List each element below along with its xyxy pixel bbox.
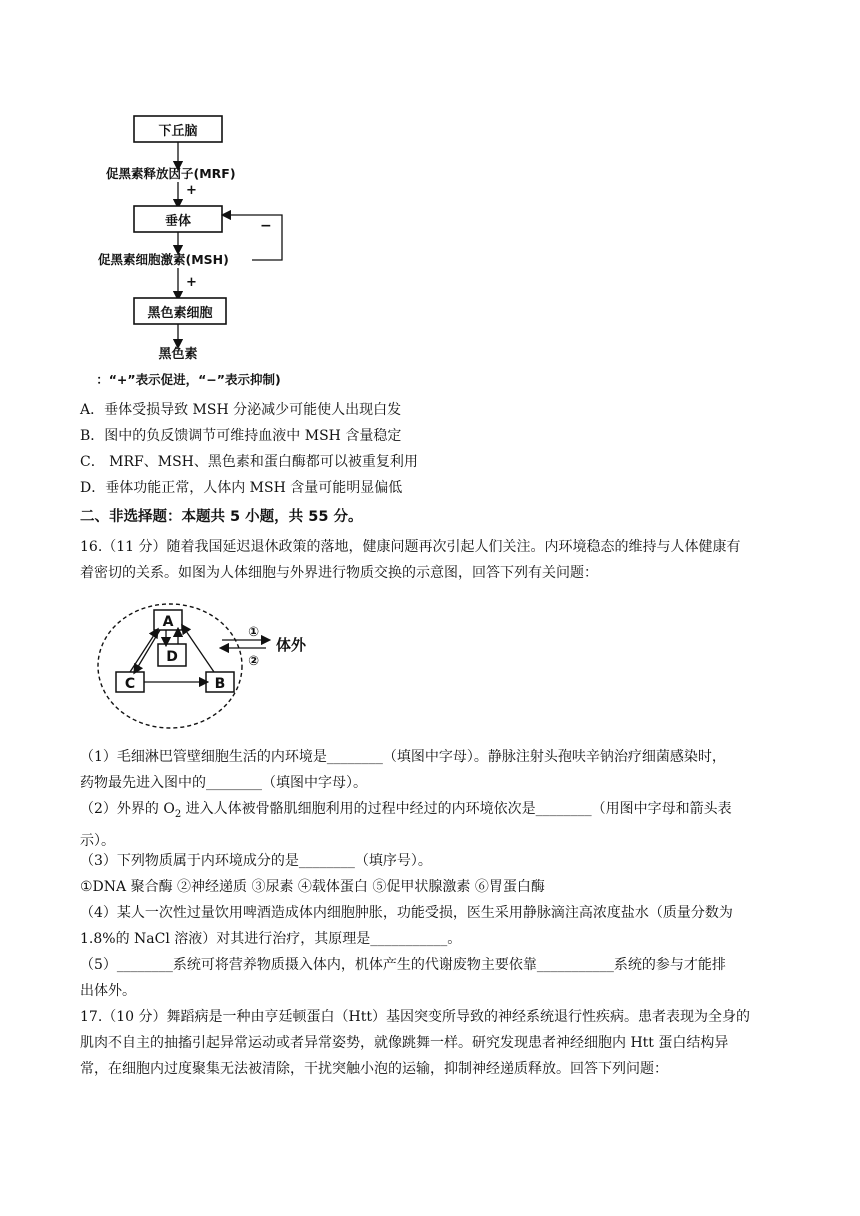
q16-part4-line1: （4）某人一次性过量饮用啤酒造成体内细胞肿胀，功能受损，医生采用静脉滴注高浓度盐水（质量分数为 (80, 905, 733, 921)
o2-subscript: 2 (174, 808, 182, 820)
melanin-regulation-diagram (96, 104, 396, 394)
box-a-label: A (162, 614, 174, 630)
option-c: C． MRF、MSH、黑色素和蛋白酶都可以被重复利用 (80, 454, 418, 470)
section-heading: 二、非选择题：本题共 5 小题，共 55 分。 (80, 509, 363, 525)
q16-intro (80, 534, 788, 586)
box-c-label: C (124, 676, 136, 692)
label-circle-2: ② (248, 654, 260, 669)
pituitary-label: 垂体 (164, 214, 192, 229)
label-circle-1: ① (248, 625, 260, 640)
q16-part4-line2: 1.8%的 NaCl 溶液）对其进行治疗，其原理是___________。 (80, 931, 462, 947)
box-d-label: D (166, 649, 178, 665)
q17-line1: 17.（10 分）舞蹈病是一种由亨廷顿蛋白（Htt）基因突变所导致的神经系统退行性疾病。患者表现为全身的 (80, 1009, 750, 1025)
plus-sign-2: + (186, 275, 197, 290)
q16-part4 (80, 900, 788, 952)
mrf-label: 促黑素释放因子(MRF) (106, 166, 236, 181)
q16-part2-text-a: （2）外界的 O (80, 801, 175, 817)
plus-sign-1: + (186, 183, 197, 198)
q16-part2 (80, 796, 788, 854)
melanocyte-label: 黑色素细胞 (147, 306, 213, 321)
msh-label: 促黑素细胞激素(MSH) (98, 252, 229, 267)
q17-line2: 肌肉不自主的抽搐引起异常运动或者异常姿势，就像跳舞一样。研究发现患者神经细胞内 Htt 蛋白结构异 (80, 1035, 729, 1051)
q17-line3: 常，在细胞内过度聚集无法被清除，干扰突触小泡的运输，抑制神经递质释放。回答下列问题： (80, 1061, 668, 1077)
q16-part5 (80, 952, 788, 1004)
q16-part3 (80, 848, 788, 900)
feedback-loop (226, 215, 282, 260)
q16-part3-line1: （3）下列物质属于内环境成分的是________（填序号）。 (80, 853, 432, 869)
option-a: A．垂体受损导致 MSH 分泌减少可能使人出现白发 (80, 402, 402, 418)
option-d: D．垂体功能正常，人体内 MSH 含量可能明显偏低 (80, 480, 403, 496)
arrow-b-to-a (184, 628, 214, 672)
q16-part5-line2: 出体外。 (80, 983, 136, 999)
q16-part2-line1 (80, 796, 788, 828)
arrow-a-to-c (136, 630, 160, 670)
melanin-label: 黑色素 (158, 347, 198, 362)
arrow-c-to-a (130, 632, 156, 672)
internal-environment-svg (90, 598, 350, 738)
q16-part1 (80, 744, 788, 796)
internal-environment-diagram (90, 598, 350, 738)
q16-intro-line2: 着密切的关系。如图为人体细胞与外界进行物质交换的示意图，回答下列有关问题： (80, 565, 598, 581)
minus-sign: − (260, 218, 272, 234)
outside-body-label: 体外 (276, 636, 307, 654)
melanin-regulation-svg (96, 104, 396, 394)
q16-part1-line2: 药物最先进入图中的________（填图中字母）。 (80, 775, 367, 791)
q16-intro-line1: 16.（11 分）随着我国延迟退休政策的落地，健康问题再次引起人们关注。内环境稳态的维持与人体健康有 (80, 539, 741, 555)
q17-intro (80, 1004, 788, 1082)
hypothalamus-label: 下丘脑 (158, 124, 198, 139)
q16-part2-line2: 示）。 (80, 832, 115, 849)
q16-part5-line1: （5）________系统可将营养物质摄入体内，机体产生的代谢废物主要依靠___________系统的参与才能排 (80, 957, 726, 973)
q16-part3-line2: ①DNA 聚合酶 ②神经递质 ③尿素 ④载体蛋白 ⑤促甲状腺激素 ⑥胃蛋白酶 (80, 879, 545, 895)
q16-part1-line1: （1）毛细淋巴管壁细胞生活的内环境是________（填图中字母）。静脉注射头孢呋辛钠治疗细菌感染时， (80, 749, 726, 765)
box-b-label: B (214, 676, 226, 692)
q16-part2-text-b: 进入人体被骨骼肌细胞利用的过程中经过的内环境依次是________（用图中字母和箭头表 (181, 801, 732, 817)
option-b: B．图中的负反馈调节可维持血液中 MSH 含量稳定 (80, 428, 402, 444)
figure-note: (注：“+”表示促进，“−”表示抑制) (96, 372, 281, 387)
